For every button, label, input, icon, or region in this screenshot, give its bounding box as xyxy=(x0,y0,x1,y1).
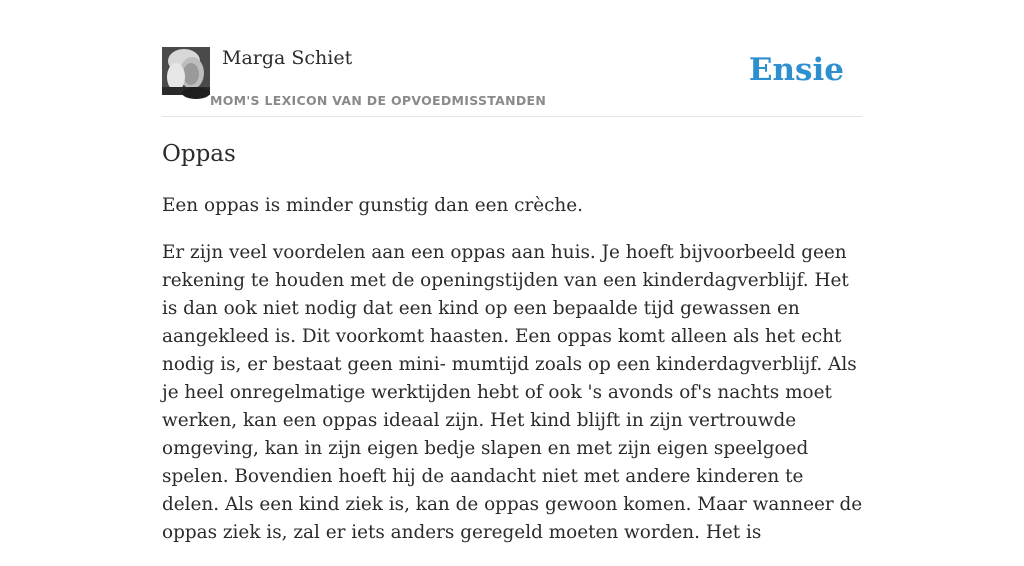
avatar-image xyxy=(162,47,210,95)
article-title: Oppas xyxy=(162,141,236,167)
article-paragraph: Er zijn veel voordelen aan een oppas aan huis. Je hoeft bijvoorbeeld geen rekening te houden met de openingstijden van een kinderdagverblijf. Het is dan ook niet nodig dat een kind op een bepaalde tijd gewassen en aangekleed is. Dit voorkomt haasten. Een oppas komt alleen als het echt nodig is, er bestaat geen mini- mumtijd zoals op een kinderdagverblijf. Als je heel onregelmatige werktijden hebt of ook 's avonds of's nachts moet werken, kan een oppas ideaal zijn. Het kind blijft in zijn vertrouwde omgeving, kan in zijn eigen bedje slapen en met zijn eigen speelgoed spelen. Bovendien hoeft hij de aandacht niet met andere kinderen te delen. Als een kind ziek is, kan de oppas gewoon komen. Maar wanneer de oppas ziek is, zal er iets anders geregeld moeten worden. Het is xyxy=(162,242,863,543)
brand-logo[interactable]: Ensie xyxy=(748,52,844,88)
header xyxy=(162,46,862,117)
article-paragraph: Een oppas is minder gunstig dan een crèche. xyxy=(162,195,584,216)
collection-title[interactable]: MOM'S LEXICON VAN DE OPVOEDMISSTANDEN xyxy=(210,93,547,108)
article-body xyxy=(162,192,866,566)
author-name[interactable]: Marga Schiet xyxy=(222,47,353,69)
avatar[interactable] xyxy=(162,47,210,95)
